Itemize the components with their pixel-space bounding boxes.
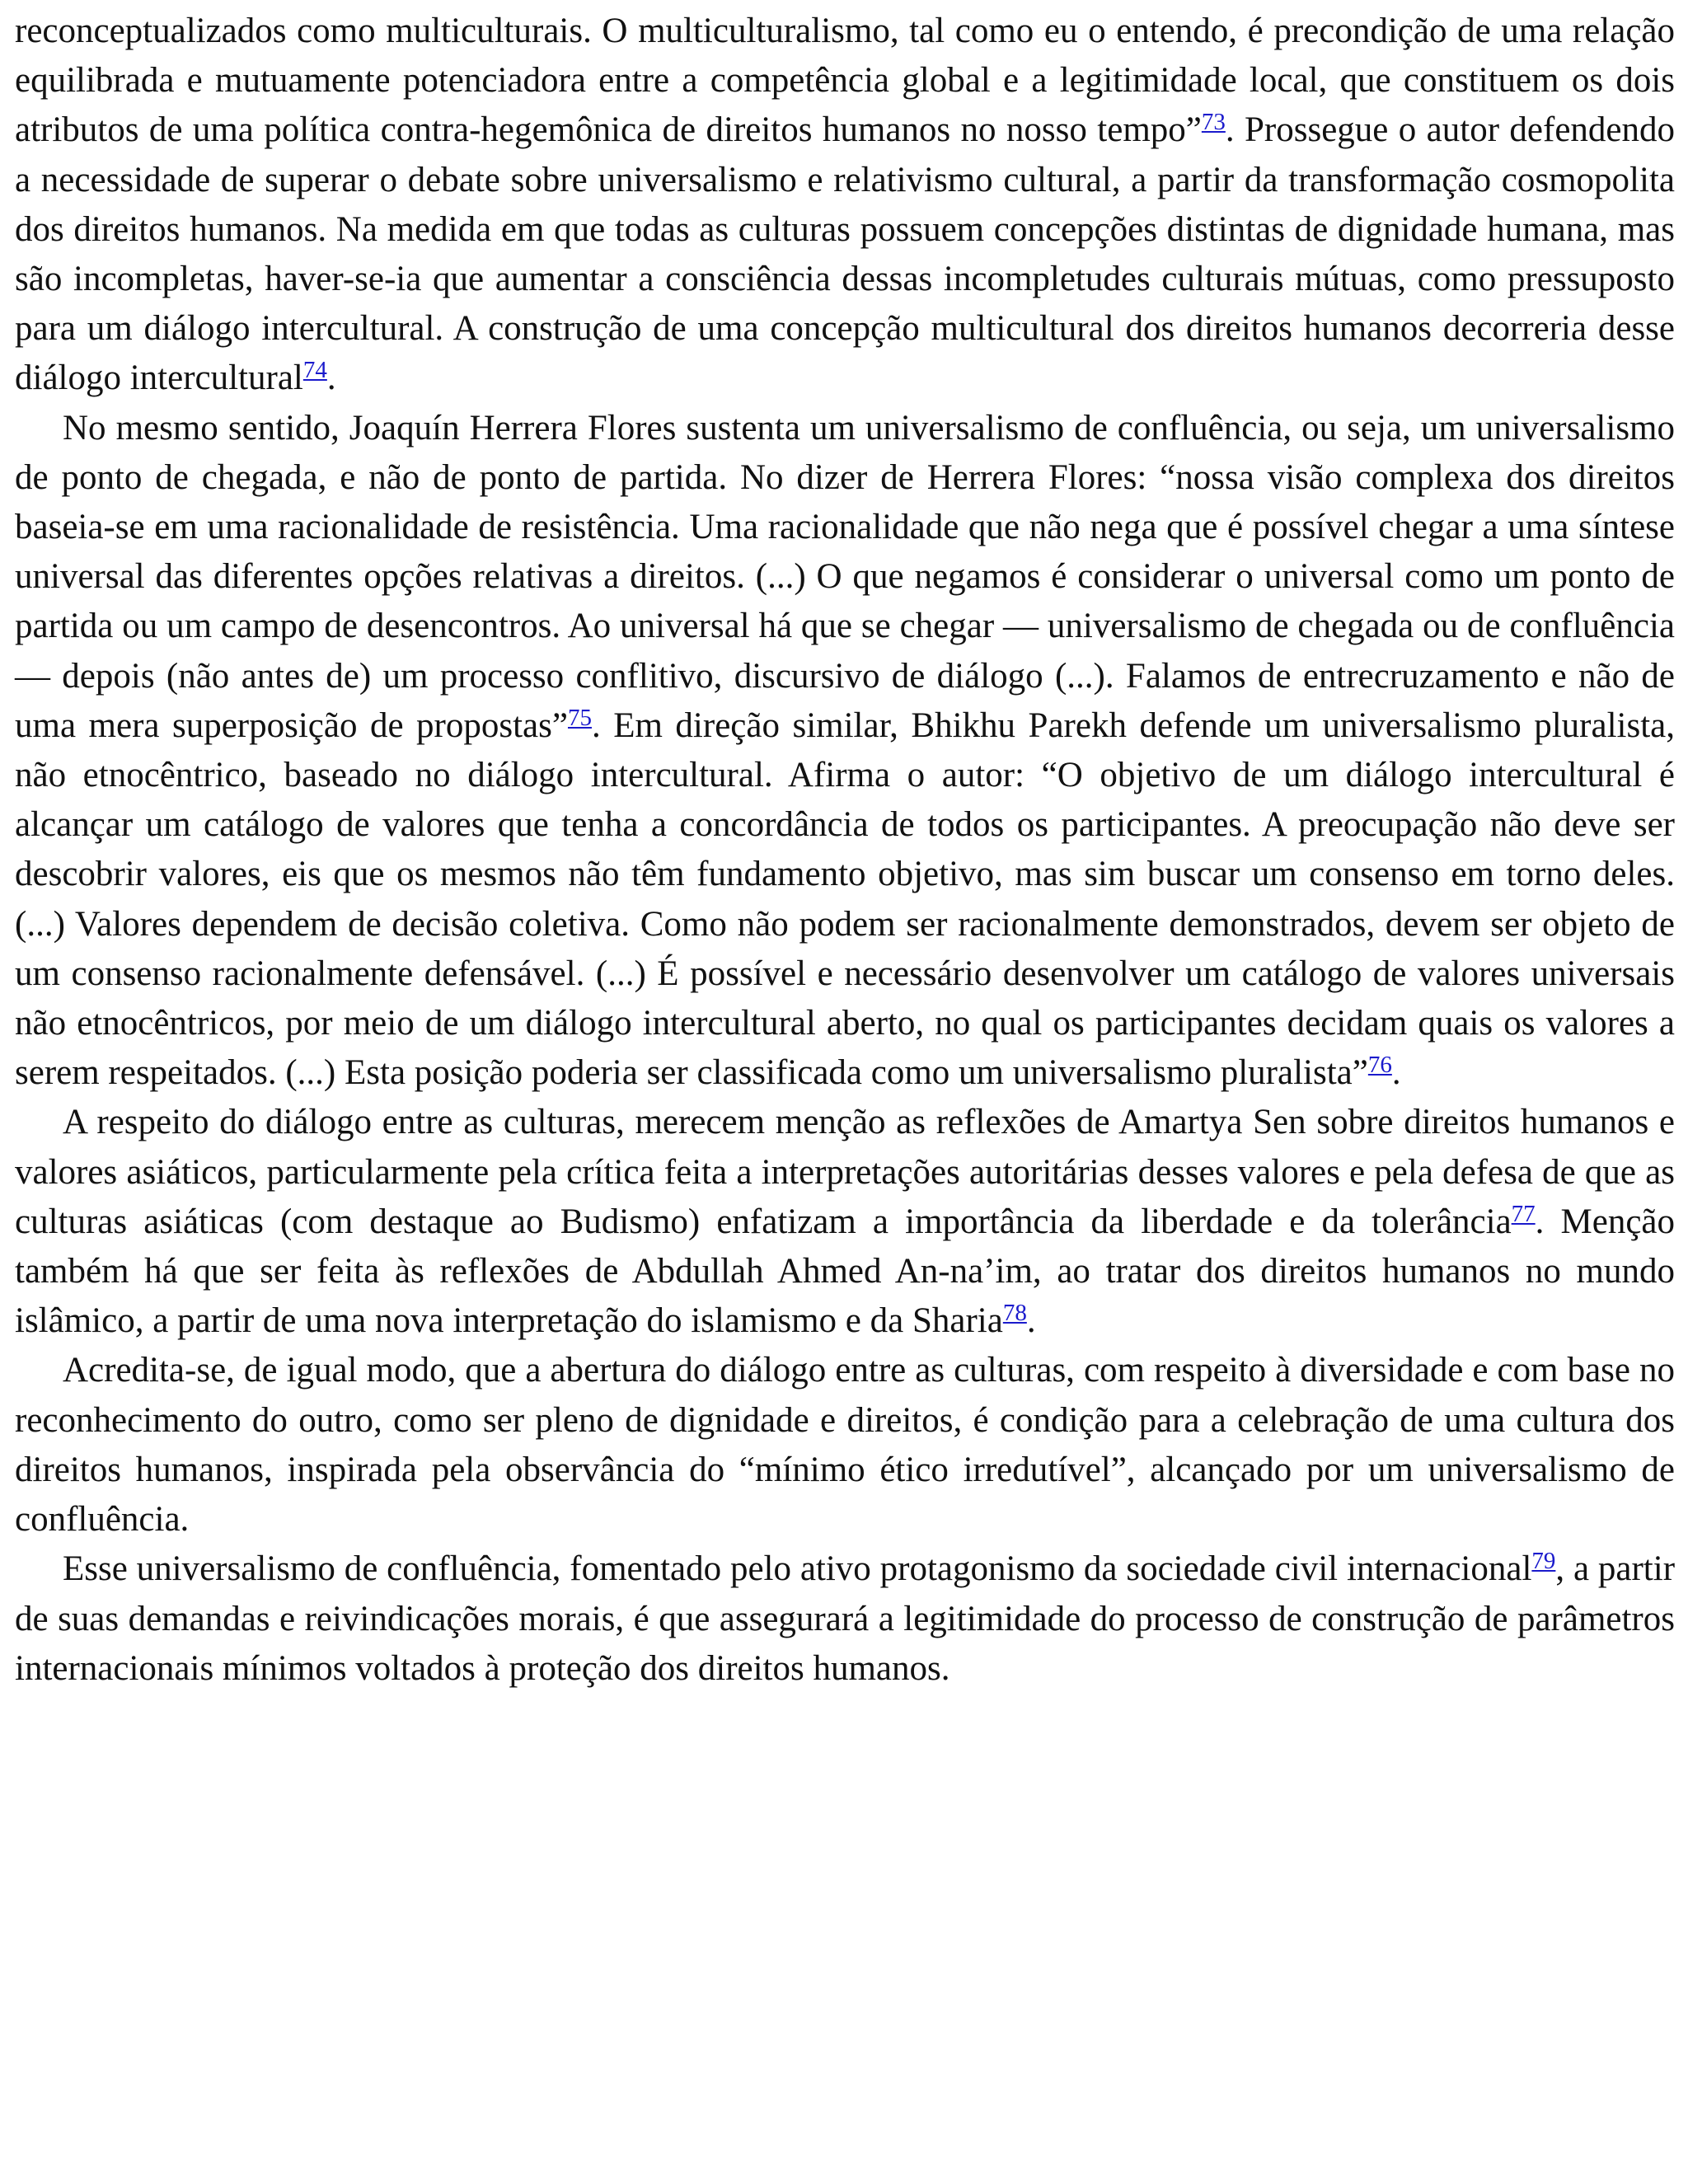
footnote-link-74[interactable]: 74 <box>302 357 327 384</box>
paragraph-text: . <box>1026 1301 1036 1341</box>
paragraph-text: Acredita-se, de igual modo, que a abertura do diálogo entre as culturas, com respeito à diversidade e com base no reconhecimento do outro, como ser pleno de dignidade e direitos, é condição para a celebração de uma cultura dos direitos humanos, inspirada pela observância do “mínimo ético irredutível”, alcançado por um universalismo de confluência. <box>15 1351 1675 1540</box>
paragraph-text: reconceptualizados como multiculturais. O multiculturalismo, tal como eu o entendo, é precondição de uma relação equilibrada e mutuamente potenciadora entre a competência global e a legitimidade local, que constituem os dois atributos de uma política contra-hegemônica de direitos humanos no nosso tempo” <box>15 12 1675 150</box>
paragraph-text: . <box>1391 1053 1401 1093</box>
footnote-link-79[interactable]: 79 <box>1531 1548 1556 1575</box>
paragraph-text: . Menção também há que ser feita às reflexões de Abdullah Ahmed An-na’im, ao tratar dos direitos humanos no mundo islâmico, a partir de uma nova interpretação do islamismo e da Sharia <box>15 1202 1675 1341</box>
paragraph-text: . Em direção similar, Bhikhu Parekh defende um universalismo pluralista, não etnocêntrico, baseado no diálogo intercultural. Afirma o autor: “O objetivo de um diálogo intercultural é alcançar um catálogo de valores que tenha a concordância de todos os participantes. A preocupação não deve ser descobrir valores, eis que os mesmos não têm fundamento objetivo, mas sim buscar um consenso em torno deles. (...) Valores dependem de decisão coletiva. Como não podem ser racionalmente demonstrados, devem ser objeto de um consenso racionalmente defensável. (...) É possível e necessário desenvolver um catálogo de valores universais não etnocêntricos, por meio de um diálogo intercultural aberto, no qual os participantes decidam quais os valores a serem respeitados. (...) Esta posição poderia ser classificada como um universalismo pluralista” <box>15 705 1675 1093</box>
footnote-link-77[interactable]: 77 <box>1511 1200 1536 1227</box>
paragraph-text: A respeito do diálogo entre as culturas, merecem menção as reflexões de Amartya Sen sobre direitos humanos e valores asiáticos, particularmente pela crítica feita a interpretações autoritárias desses valores e pela defesa de que as culturas asiáticas (com destaque ao Budismo) enfatizam a importância da liberdade e da tolerância <box>15 1103 1675 1241</box>
paragraph-text: No mesmo sentido, Joaquín Herrera Flores sustenta um universalismo de confluência, ou seja, um universalismo de ponto de chegada, e não de ponto de partida. No dizer de Herrera Flores: “nossa visão complexa dos direitos baseia-se em uma racionalidade de resistência. Uma racionalidade que não nega que é possível chegar a uma síntese universal das diferentes opções relativas a direitos. (...) O que negamos é considerar o universal como um ponto de partida ou um campo de desencontros. Ao universal há que se chegar — universalismo de chegada ou de confluência — depois (não antes de) um processo conflitivo, discursivo de diálogo (...). Falamos de entrecruzamento e não de uma mera superposição de propostas” <box>15 408 1675 745</box>
footnote-link-76[interactable]: 76 <box>1367 1052 1392 1079</box>
paragraph-3 <box>15 1098 1675 1346</box>
footnote-link-75[interactable]: 75 <box>567 704 592 731</box>
footnote-link-78[interactable]: 78 <box>1002 1300 1027 1327</box>
paragraph-5 <box>15 1544 1675 1694</box>
document-body <box>15 7 1675 1694</box>
paragraph-2 <box>15 404 1675 1099</box>
paragraph-1 <box>15 7 1675 404</box>
paragraph-text: Esse universalismo de confluência, fomentado pelo ativo protagonismo da sociedade civil internacional <box>63 1549 1532 1589</box>
paragraph-text: . Prossegue o autor defendendo a necessidade de superar o debate sobre universalismo e relativismo cultural, a partir da transformação cosmopolita dos direitos humanos. Na medida em que todas as culturas possuem concepções distintas de dignidade humana, mas são incompletas, haver-se-ia que aumentar a consciência dessas incompletudes culturais mútuas, como pressuposto para um diálogo intercultural. A construção de uma concepção multicultural dos direitos humanos decorreria desse diálogo intercultural <box>15 110 1675 398</box>
paragraph-4 <box>15 1346 1675 1544</box>
footnote-link-73[interactable]: 73 <box>1201 109 1226 136</box>
paragraph-text: , a partir de suas demandas e reivindicações morais, é que assegurará a legitimidade do processo de construção de parâmetros internacionais mínimos voltados à proteção dos direitos humanos. <box>15 1549 1676 1688</box>
paragraph-text: . <box>326 359 336 398</box>
